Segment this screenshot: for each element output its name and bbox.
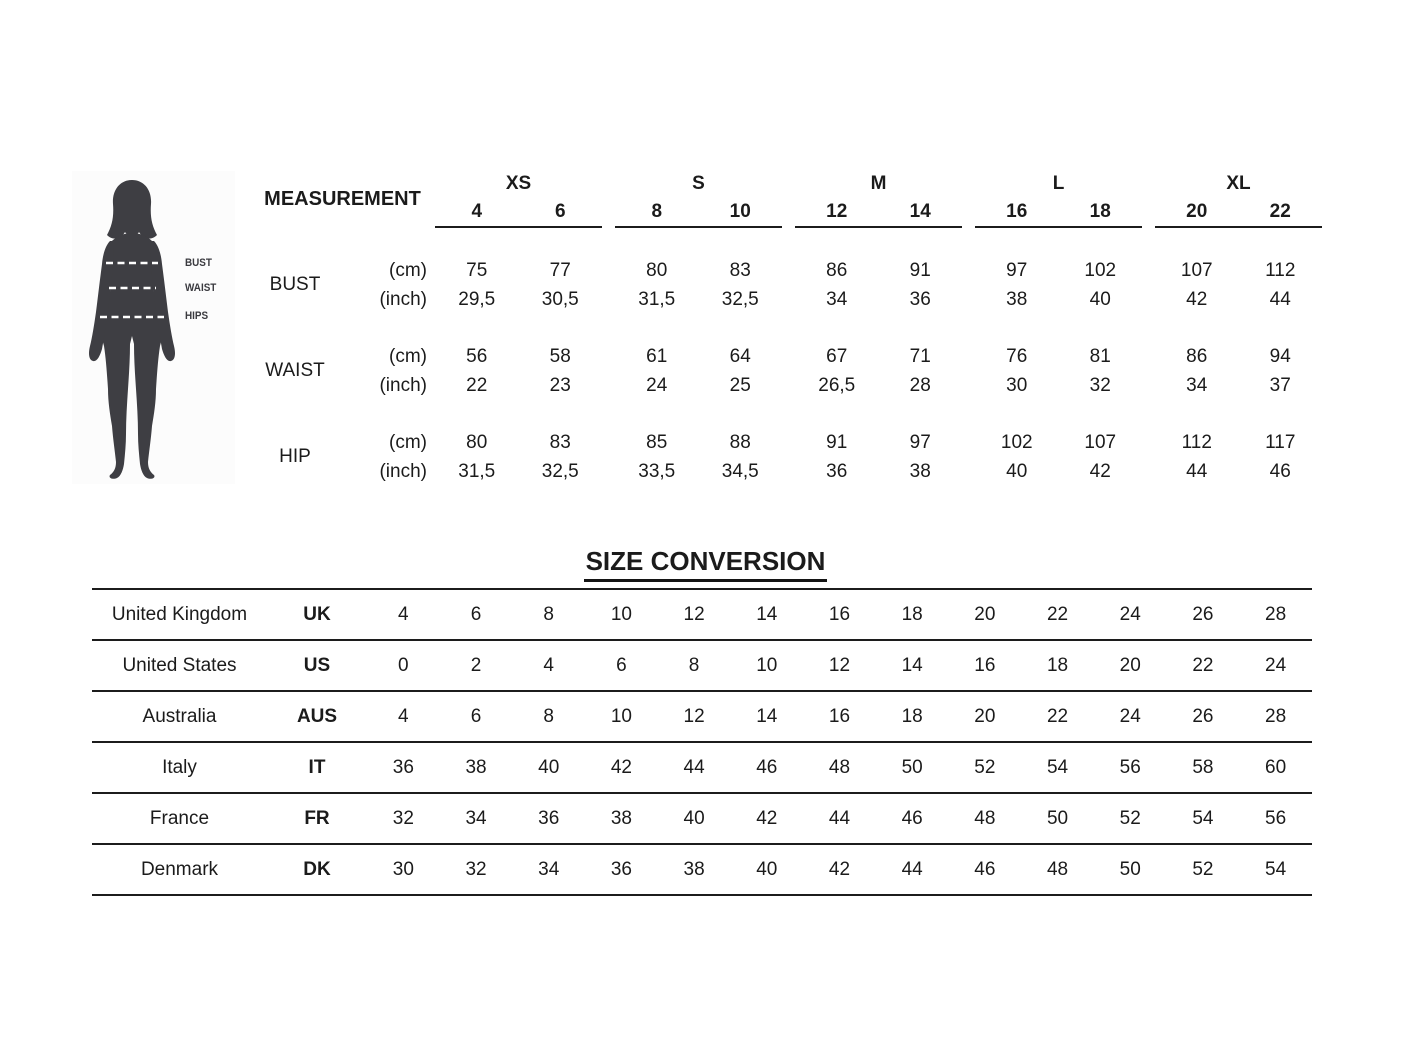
- conversion-value-cell: 36: [538, 807, 560, 829]
- conversion-value-cell: 6: [616, 654, 627, 676]
- conversion-value-cell: 46: [974, 858, 996, 880]
- conversion-value-cell: 42: [828, 858, 851, 880]
- conversion-value-cell: 8: [543, 603, 554, 625]
- conversion-value-cell: 38: [683, 858, 705, 880]
- size-number: 8: [651, 201, 663, 222]
- measurement-value-cell: [879, 342, 963, 400]
- measurement-value-cell: [975, 256, 1059, 314]
- measurement-group-cell: [1155, 342, 1335, 400]
- conversion-value-cell: 8: [688, 654, 700, 676]
- conversion-value-cell: 16: [974, 654, 996, 676]
- conversion-value-cell: 34: [538, 858, 560, 880]
- conversion-row: [92, 589, 1312, 640]
- conversion-country-code: DK: [303, 858, 331, 880]
- conversion-value-cell: 0: [398, 654, 409, 676]
- size-number: 16: [1006, 201, 1028, 222]
- conversion-value-cell: 42: [610, 756, 632, 778]
- value-cm: 71: [909, 346, 931, 367]
- conversion-value-cell: 4: [398, 603, 409, 625]
- conversion-value-cell: 22: [1046, 705, 1069, 727]
- conversion-value-cell: 46: [756, 756, 778, 778]
- value-inch: 46: [1269, 461, 1291, 482]
- value-cm: 81: [1089, 346, 1111, 367]
- measurement-group-cell: [795, 256, 975, 314]
- conversion-value-cell: 50: [901, 756, 923, 778]
- conversion-value-cell: 18: [1046, 654, 1069, 676]
- value-inch: 34: [826, 289, 848, 310]
- measurement-group-cell: [1155, 256, 1335, 314]
- value-cm: 102: [1000, 432, 1033, 453]
- measurement-group-cell: [795, 428, 975, 486]
- size-group-header: [1155, 170, 1335, 228]
- value-inch: 32,5: [721, 289, 759, 310]
- value-cm: 61: [646, 346, 668, 367]
- measurement-value-cell: [795, 428, 879, 486]
- measurement-value-cell: [615, 428, 699, 486]
- conversion-value-cell: 22: [1046, 603, 1069, 625]
- size-group-header: [795, 170, 975, 228]
- conversion-value-cell: 4: [398, 705, 409, 727]
- conversion-value-cell: 24: [1119, 603, 1141, 625]
- value-cm: 85: [646, 432, 668, 453]
- size-group-header: [435, 170, 615, 228]
- size-number: 20: [1186, 201, 1208, 222]
- size-group-label: XS: [505, 173, 532, 194]
- measurement-value-cell: [435, 256, 519, 314]
- measurement-row: [250, 342, 1335, 400]
- measurement-value-cell: [879, 256, 963, 314]
- conversion-value-cell: 16: [828, 705, 851, 727]
- value-cm: 80: [646, 260, 668, 281]
- conversion-value-cell: 18: [901, 705, 923, 727]
- value-inch: 24: [646, 375, 668, 396]
- measurement-row-label: BUST: [269, 274, 321, 295]
- conversion-value-cell: 54: [1265, 858, 1287, 880]
- conversion-value-cell: 12: [683, 603, 705, 625]
- value-inch: 38: [1006, 289, 1028, 310]
- value-cm: 112: [1265, 260, 1296, 281]
- value-cm: 102: [1084, 260, 1117, 281]
- female-silhouette-icon: [80, 174, 230, 484]
- measurement-value-cell: [519, 256, 603, 314]
- conversion-value-cell: 26: [1192, 603, 1214, 625]
- value-cm: 83: [549, 432, 571, 453]
- conversion-value-cell: 12: [683, 705, 705, 727]
- conversion-value-cell: 40: [683, 807, 705, 829]
- figure-label-waist: WAIST: [185, 282, 217, 294]
- conversion-country-code: FR: [304, 807, 330, 829]
- value-inch: 44: [1186, 461, 1208, 482]
- size-number: 6: [554, 201, 566, 222]
- conversion-country: Australia: [142, 705, 217, 727]
- conversion-row: [92, 691, 1312, 742]
- unit-cm: (cm): [389, 346, 427, 367]
- value-inch: 26,5: [818, 375, 856, 396]
- conversion-country: Denmark: [140, 858, 219, 880]
- measurement-header: MEASUREMENT: [264, 187, 421, 210]
- conversion-value-cell: 48: [1046, 858, 1069, 880]
- measurement-units: [340, 428, 435, 486]
- unit-cm: (cm): [389, 260, 427, 281]
- conversion-value-cell: 8: [543, 705, 554, 727]
- conversion-value-cell: 38: [465, 756, 487, 778]
- size-conversion-title: [0, 546, 1411, 582]
- value-cm: 91: [826, 432, 848, 453]
- conversion-value-cell: 14: [756, 603, 778, 625]
- value-cm: 107: [1084, 432, 1117, 453]
- conversion-value-cell: 52: [974, 756, 996, 778]
- conversion-value-cell: 40: [538, 756, 560, 778]
- conversion-value-cell: 34: [465, 807, 487, 829]
- measurement-value-cell: [699, 342, 783, 400]
- value-inch: 33,5: [638, 461, 676, 482]
- measurement-table: [250, 170, 1335, 486]
- value-cm: 112: [1181, 432, 1212, 453]
- measurement-group-cell: [975, 342, 1155, 400]
- conversion-value-cell: 6: [470, 705, 482, 727]
- conversion-value-cell: 44: [683, 756, 705, 778]
- conversion-value-cell: 44: [828, 807, 851, 829]
- measurement-value-cell: [1059, 428, 1143, 486]
- conversion-value-cell: 32: [392, 807, 414, 829]
- measurement-value-cell: [519, 428, 603, 486]
- size-number: 10: [729, 201, 751, 222]
- measurement-row-label: HIP: [279, 446, 311, 467]
- value-inch: 31,5: [458, 461, 496, 482]
- value-cm: 86: [1186, 346, 1208, 367]
- conversion-value-cell: 48: [828, 756, 851, 778]
- size-group-label: XL: [1226, 173, 1251, 194]
- conversion-value-cell: 54: [1046, 756, 1069, 778]
- conversion-country-code: AUS: [296, 705, 338, 727]
- measurement-units: [340, 342, 435, 400]
- value-inch: 25: [729, 375, 751, 396]
- conversion-value-cell: 42: [756, 807, 778, 829]
- value-cm: 91: [909, 260, 931, 281]
- conversion-value-cell: 58: [1192, 756, 1214, 778]
- conversion-value-cell: 14: [901, 654, 923, 676]
- measurement-group-cell: [435, 342, 615, 400]
- measurement-units: [340, 256, 435, 314]
- value-inch: 34: [1186, 375, 1208, 396]
- figure-label-bust: BUST: [185, 257, 212, 269]
- measurement-value-cell: [795, 256, 879, 314]
- conversion-value-cell: 46: [901, 807, 923, 829]
- conversion-country-code: IT: [308, 756, 326, 778]
- conversion-row: [92, 640, 1312, 691]
- conversion-value-cell: 36: [392, 756, 414, 778]
- measurement-value-cell: [1239, 428, 1323, 486]
- conversion-country-code: US: [303, 654, 331, 676]
- value-cm: 75: [466, 260, 488, 281]
- measurement-group-cell: [975, 428, 1155, 486]
- measurement-value-cell: [975, 428, 1059, 486]
- measurement-value-cell: [975, 342, 1059, 400]
- size-number: 12: [826, 201, 848, 222]
- size-group-label: M: [870, 173, 887, 194]
- measurement-value-cell: [1155, 342, 1239, 400]
- size-conversion-table: [92, 588, 1312, 896]
- measurement-value-cell: [615, 256, 699, 314]
- conversion-value-cell: 18: [901, 603, 923, 625]
- measurement-group-cell: [615, 342, 795, 400]
- size-group-header: [615, 170, 795, 228]
- value-inch: 37: [1269, 375, 1291, 396]
- measurement-value-cell: [1155, 428, 1239, 486]
- value-inch: 34,5: [721, 461, 759, 482]
- conversion-value-cell: 54: [1192, 807, 1214, 829]
- value-inch: 22: [466, 375, 488, 396]
- size-number: 4: [471, 201, 483, 222]
- size-number: 18: [1089, 201, 1111, 222]
- conversion-value-cell: 26: [1192, 705, 1214, 727]
- measurement-value-cell: [879, 428, 963, 486]
- measurement-row-label: WAIST: [265, 360, 325, 381]
- conversion-country: France: [149, 807, 210, 829]
- unit-inch: (inch): [379, 461, 427, 482]
- conversion-value-cell: 24: [1119, 705, 1141, 727]
- conversion-value-cell: 38: [610, 807, 632, 829]
- value-inch: 42: [1089, 461, 1111, 482]
- conversion-value-cell: 24: [1265, 654, 1287, 676]
- value-inch: 31,5: [638, 289, 676, 310]
- measurement-group-cell: [615, 428, 795, 486]
- conversion-value-cell: 36: [610, 858, 632, 880]
- measurement-value-cell: [615, 342, 699, 400]
- value-cm: 117: [1265, 432, 1296, 453]
- measurement-value-cell: [1155, 256, 1239, 314]
- measurement-group-cell: [435, 256, 615, 314]
- conversion-value-cell: 14: [756, 705, 778, 727]
- conversion-value-cell: 50: [1119, 858, 1141, 880]
- conversion-value-cell: 50: [1046, 807, 1069, 829]
- size-group-label: L: [1052, 173, 1065, 194]
- conversion-value-cell: 32: [465, 858, 487, 880]
- unit-inch: (inch): [379, 289, 427, 310]
- conversion-value-cell: 10: [610, 603, 632, 625]
- conversion-value-cell: 60: [1265, 756, 1287, 778]
- value-inch: 30,5: [541, 289, 579, 310]
- measurement-group-cell: [975, 256, 1155, 314]
- value-cm: 58: [549, 346, 571, 367]
- measurement-value-cell: [435, 428, 519, 486]
- conversion-country-code: UK: [303, 603, 331, 625]
- conversion-value-cell: 30: [392, 858, 414, 880]
- measurement-value-cell: [795, 342, 879, 400]
- value-inch: 30: [1006, 375, 1028, 396]
- conversion-row: [92, 793, 1312, 844]
- conversion-value-cell: 52: [1192, 858, 1214, 880]
- measurement-value-cell: [1239, 342, 1323, 400]
- value-cm: 76: [1006, 346, 1028, 367]
- value-inch: 40: [1089, 289, 1111, 310]
- conversion-value-cell: 4: [543, 654, 554, 676]
- unit-inch: (inch): [379, 375, 427, 396]
- measurement-group-cell: [795, 342, 975, 400]
- measurement-group-cell: [615, 256, 795, 314]
- measurement-row: [250, 256, 1335, 314]
- conversion-value-cell: 52: [1119, 807, 1141, 829]
- value-inch: 32,5: [541, 461, 579, 482]
- value-inch: 29,5: [458, 289, 496, 310]
- value-inch: 23: [549, 375, 571, 396]
- conversion-value-cell: 40: [756, 858, 778, 880]
- size-number: 14: [909, 201, 931, 222]
- measurement-group-cell: [1155, 428, 1335, 486]
- measurement-value-cell: [435, 342, 519, 400]
- value-cm: 56: [466, 346, 488, 367]
- conversion-value-cell: 44: [901, 858, 923, 880]
- value-cm: 97: [909, 432, 931, 453]
- value-cm: 88: [729, 432, 751, 453]
- measurement-value-cell: [1059, 342, 1143, 400]
- value-inch: 36: [909, 289, 931, 310]
- value-inch: 38: [909, 461, 931, 482]
- conversion-country: Italy: [162, 756, 197, 778]
- size-conversion-title-text: SIZE CONVERSION: [584, 546, 828, 582]
- value-cm: 107: [1180, 260, 1213, 281]
- measurement-value-cell: [699, 428, 783, 486]
- value-cm: 67: [826, 346, 848, 367]
- measurement-group-cell: [435, 428, 615, 486]
- conversion-value-cell: 56: [1265, 807, 1287, 829]
- value-inch: 44: [1269, 289, 1291, 310]
- measurement-value-cell: [519, 342, 603, 400]
- measurement-value-cell: [1239, 256, 1323, 314]
- value-inch: 32: [1089, 375, 1111, 396]
- measurement-row: [250, 428, 1335, 486]
- value-cm: 83: [729, 260, 751, 281]
- conversion-value-cell: 20: [1119, 654, 1141, 676]
- measurement-value-cell: [699, 256, 783, 314]
- conversion-value-cell: 56: [1119, 756, 1141, 778]
- conversion-value-cell: 12: [828, 654, 851, 676]
- conversion-country: United States: [122, 654, 237, 676]
- size-number: 22: [1269, 201, 1291, 222]
- value-cm: 64: [729, 346, 751, 367]
- value-cm: 77: [549, 260, 571, 281]
- conversion-value-cell: 20: [974, 705, 996, 727]
- conversion-country: United Kingdom: [111, 603, 248, 625]
- value-cm: 97: [1006, 260, 1028, 281]
- conversion-value-cell: 2: [470, 654, 482, 676]
- value-inch: 42: [1186, 289, 1208, 310]
- conversion-value-cell: 6: [470, 603, 482, 625]
- figure-label-hips: HIPS: [185, 310, 209, 322]
- conversion-value-cell: 10: [610, 705, 632, 727]
- conversion-value-cell: 22: [1192, 654, 1214, 676]
- conversion-value-cell: 48: [974, 807, 996, 829]
- conversion-value-cell: 20: [974, 603, 996, 625]
- size-group-label: S: [692, 173, 705, 194]
- conversion-row: [92, 742, 1312, 793]
- value-inch: 36: [826, 461, 848, 482]
- conversion-value-cell: 10: [756, 654, 778, 676]
- value-inch: 40: [1006, 461, 1028, 482]
- unit-cm: (cm): [389, 432, 427, 453]
- value-inch: 28: [909, 375, 931, 396]
- conversion-value-cell: 28: [1265, 705, 1287, 727]
- value-cm: 86: [826, 260, 848, 281]
- value-cm: 80: [466, 432, 488, 453]
- conversion-value-cell: 16: [828, 603, 851, 625]
- value-cm: 94: [1269, 346, 1291, 367]
- conversion-row: [92, 844, 1312, 895]
- measurement-value-cell: [1059, 256, 1143, 314]
- conversion-value-cell: 28: [1265, 603, 1287, 625]
- size-group-header: [975, 170, 1155, 228]
